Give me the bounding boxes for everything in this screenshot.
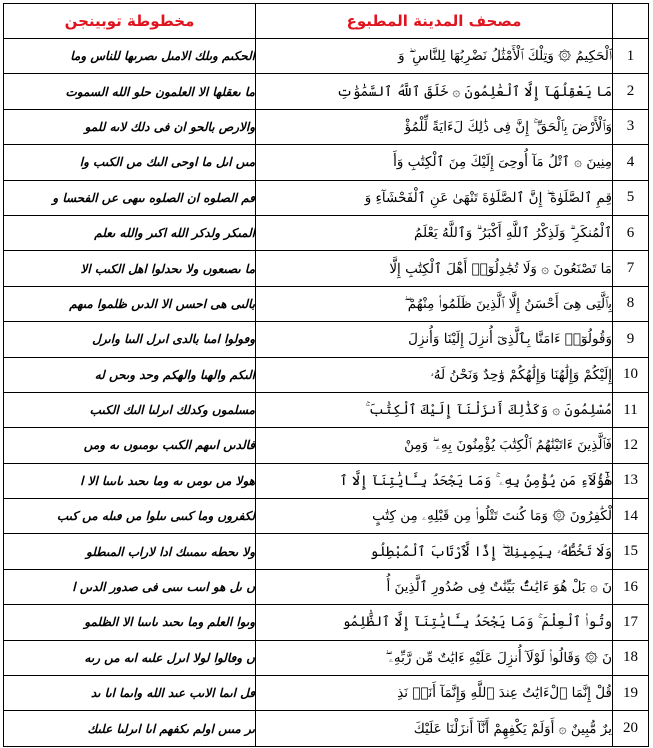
row-number: 9 — [613, 322, 649, 357]
table-row — [4, 39, 649, 74]
table-row — [4, 74, 649, 109]
row-number: 1 — [613, 39, 649, 74]
manuscript-cell: مىں اىل ما اوحى الىك مں الكىب وا — [4, 145, 256, 180]
table-row — [4, 534, 649, 569]
row-number: 5 — [613, 180, 649, 215]
table-row — [4, 357, 649, 392]
table-row — [4, 392, 649, 427]
manuscript-cell: الىكم والهىا والهكم وحد وىحں له — [4, 357, 256, 392]
row-number: 2 — [613, 74, 649, 109]
row-number: 4 — [613, 145, 649, 180]
printed-cell: إِلَيْكُمْ وَإِلَٰهُنَا وَإِلَٰهُكُمْ وَٰحِدٌ وَنَحْنُ لَهُۥ — [256, 357, 613, 392]
table-row — [4, 569, 649, 604]
row-number: 6 — [613, 215, 649, 250]
table-row — [4, 251, 649, 286]
row-number: 3 — [613, 109, 649, 144]
printed-cell: ٱلْحَكِيمُ ۞ وَتِلْكَ ٱلْأَمْثَٰلُ نَضْرِبُهَا لِلنَّاسِ ۖ وَ — [256, 39, 613, 74]
printed-cell: لْكَٰفِرُونَ ۞ وَمَا كُنتَ تَتْلُوا۟ مِن قَبْلِهِۦ مِن كِتَٰبٍ — [256, 499, 613, 534]
manuscript-cell: لكفروں وما كىىى ىىلوا مں ٯىله مں كىب — [4, 499, 256, 534]
row-number: 8 — [613, 286, 649, 321]
printed-cell: نَ ۞ بَلْ هُوَ ءَايَٰتٌۢ بَيِّنَٰتٌ فِى صُدُورِ ٱلَّذِينَ أُ — [256, 569, 613, 604]
manuscript-cell: ٯل اىما الاىب عىد الله واىما اىا ىد — [4, 676, 256, 711]
manuscript-cell: الحكىم وىلك الامىل ىصرىها للناس وما — [4, 39, 256, 74]
row-number: 16 — [613, 569, 649, 604]
table-row — [4, 215, 649, 250]
manuscript-cell: المىكر ولدكر الله اكىر والله ىعلم — [4, 215, 256, 250]
row-number: 19 — [613, 676, 649, 711]
printed-cell: نَ ۞ وَقَالُوا۟ لَوْلَآ أُنزِلَ عَلَيْهِ ءَايَٰتٌ مِّن رَّبِّهِۦ ۖ — [256, 640, 613, 675]
row-number: 13 — [613, 463, 649, 498]
printed-cell: مُسْلِمُونَ ۞ وَكَذَٰلِكَ أَنزَلْنَآ إِلَيْكَ ٱلْكِتَٰبَ ۚ — [256, 392, 613, 427]
manuscript-cell: بالىى هى احسں الا الدىں ظلموا مىهم — [4, 286, 256, 321]
manuscript-column-header: مخطوطة توبينجن — [4, 4, 256, 39]
row-number: 14 — [613, 499, 649, 534]
manuscript-cell: ولا ىحطه ىىمىىك ادا لاراب المىطلو — [4, 534, 256, 569]
printed-cell: ٱلْمُنكَرِ ۗ وَلَذِكْرُ ٱللَّهِ أَكْبَرُ ۗ وَٱللَّهُ يَعْلَمُ — [256, 215, 613, 250]
manuscript-cell: فالدىں اىىهم الكىب ىومىوں ىه ومں — [4, 428, 256, 463]
manuscript-cell: ما ىصىعوں ولا ىحدلوا اهل الكىب الا — [4, 251, 256, 286]
printed-cell: مِنِينَ ۞ ٱتْلُ مَآ أُوحِىَ إِلَيْكَ مِنَ ٱلْكِتَٰبِ وَأَ — [256, 145, 613, 180]
table-row — [4, 322, 649, 357]
table-row — [4, 286, 649, 321]
table-row — [4, 180, 649, 215]
printed-cell: هَٰٓؤُلَآءِ مَن يُؤْمِنُ بِهِۦ ۚ وَمَا يَجْحَدُ بِـَٔايَٰتِنَآ إِلَّا ٱ — [256, 463, 613, 498]
printed-cell: وَقُولُوٓا۟ ءَامَنَّا بِٱلَّذِىٓ أُنزِلَ إِلَيْنَا وَأُنزِلَ — [256, 322, 613, 357]
printed-cell: وَلَا تَخُطُّهُۥ بِيَمِينِكَ ۖ إِذًا لَّٱرْتَابَ ٱلْمُبْطِلُو — [256, 534, 613, 569]
table-row — [4, 605, 649, 640]
manuscript-cell: مسلموں وكدلك اىرلىا الىك الكىب — [4, 392, 256, 427]
printed-cell: مَا تَصْنَعُونَ ۞ وَلَا تُجَٰدِلُوٓا۟ أَهْلَ ٱلْكِتَٰبِ إِلَّا — [256, 251, 613, 286]
manuscript-cell: ٯم الصلوه ان الصلوه ىىهى عں الفحسا و — [4, 180, 256, 215]
manuscript-cell: ں وٯالوا لولا اىرل علىه اىه مں رىه — [4, 640, 256, 675]
comparison-table — [3, 3, 649, 747]
printed-cell: بِٱلَّتِى هِىَ أَحْسَنُ إِلَّا ٱلَّذِينَ ظَلَمُوا۟ مِنْهُمْ ۖ — [256, 286, 613, 321]
manuscript-cell: وىوا العلم وما ىحىد ىاىىىا الا الظلمو — [4, 605, 256, 640]
table-row — [4, 428, 649, 463]
row-number: 12 — [613, 428, 649, 463]
row-number: 20 — [613, 711, 649, 746]
manuscript-cell: ىر مىىں اولم ىكفهم اىا اىرلىا علىك — [4, 711, 256, 746]
printed-cell: وَٱلْأَرْضَ بِٱلْحَقِّ ۚ إِنَّ فِى ذَٰلِكَ لَءَايَةً لِّلْمُؤْ — [256, 109, 613, 144]
table-row — [4, 109, 649, 144]
table-row — [4, 676, 649, 711]
manuscript-cell: والارص بالحو ان فى دلك لاىه للمو — [4, 109, 256, 144]
row-number: 7 — [613, 251, 649, 286]
number-column-header — [613, 4, 649, 39]
header-row — [4, 4, 649, 39]
row-number: 10 — [613, 357, 649, 392]
manuscript-cell: هولا مں ىومں ىه وما ىحىد ىاىىىا الا ا — [4, 463, 256, 498]
row-number: 11 — [613, 392, 649, 427]
row-number: 15 — [613, 534, 649, 569]
printed-cell: قِمِ ٱلصَّلَوٰةَ ۖ إِنَّ ٱلصَّلَوٰةَ تَنْهَىٰ عَنِ ٱلْفَحْشَآءِ وَ — [256, 180, 613, 215]
manuscript-cell: ں ىل هو اىىٮ ىىىى فى صدور الدىں ا — [4, 569, 256, 604]
printed-cell: وتُوا۟ ٱلْعِلْمَ ۚ وَمَا يَجْحَدُ بِـَٔايَٰتِنَآ إِلَّا ٱلظَّٰلِمُو — [256, 605, 613, 640]
row-number: 18 — [613, 640, 649, 675]
table-row — [4, 640, 649, 675]
manuscript-cell: وٯولوا امىا بالدى اىرل الىىا واىرل — [4, 322, 256, 357]
printed-column-header: مصحف المدينة المطبوع — [256, 4, 613, 39]
manuscript-cell: ما ىعقلها الا العلمون حلو الله السموت — [4, 74, 256, 109]
table-row — [4, 711, 649, 746]
printed-cell: مَا يَعْقِلُهَآ إِلَّا ٱلْعَٰلِمُونَ ۞ خَلَقَ ٱللَّهُ ٱلسَّمَٰوَٰتِ — [256, 74, 613, 109]
table-row — [4, 499, 649, 534]
printed-cell: قُلْ إِنَّمَا ٱلْءَايَٰتُ عِندَ ٱللَّهِ وَإِنَّمَآ أَنَا۠ نَذِ — [256, 676, 613, 711]
table-row — [4, 463, 649, 498]
row-number: 17 — [613, 605, 649, 640]
printed-cell: فَٱلَّذِينَ ءَاتَيْنَٰهُمُ ٱلْكِتَٰبَ يُؤْمِنُونَ بِهِۦ ۖ وَمِنْ — [256, 428, 613, 463]
printed-cell: يرٌ مُّبِينٌ ۞ أَوَلَمْ يَكْفِهِمْ أَنَّآ أَنزَلْنَا عَلَيْكَ — [256, 711, 613, 746]
table-row — [4, 145, 649, 180]
